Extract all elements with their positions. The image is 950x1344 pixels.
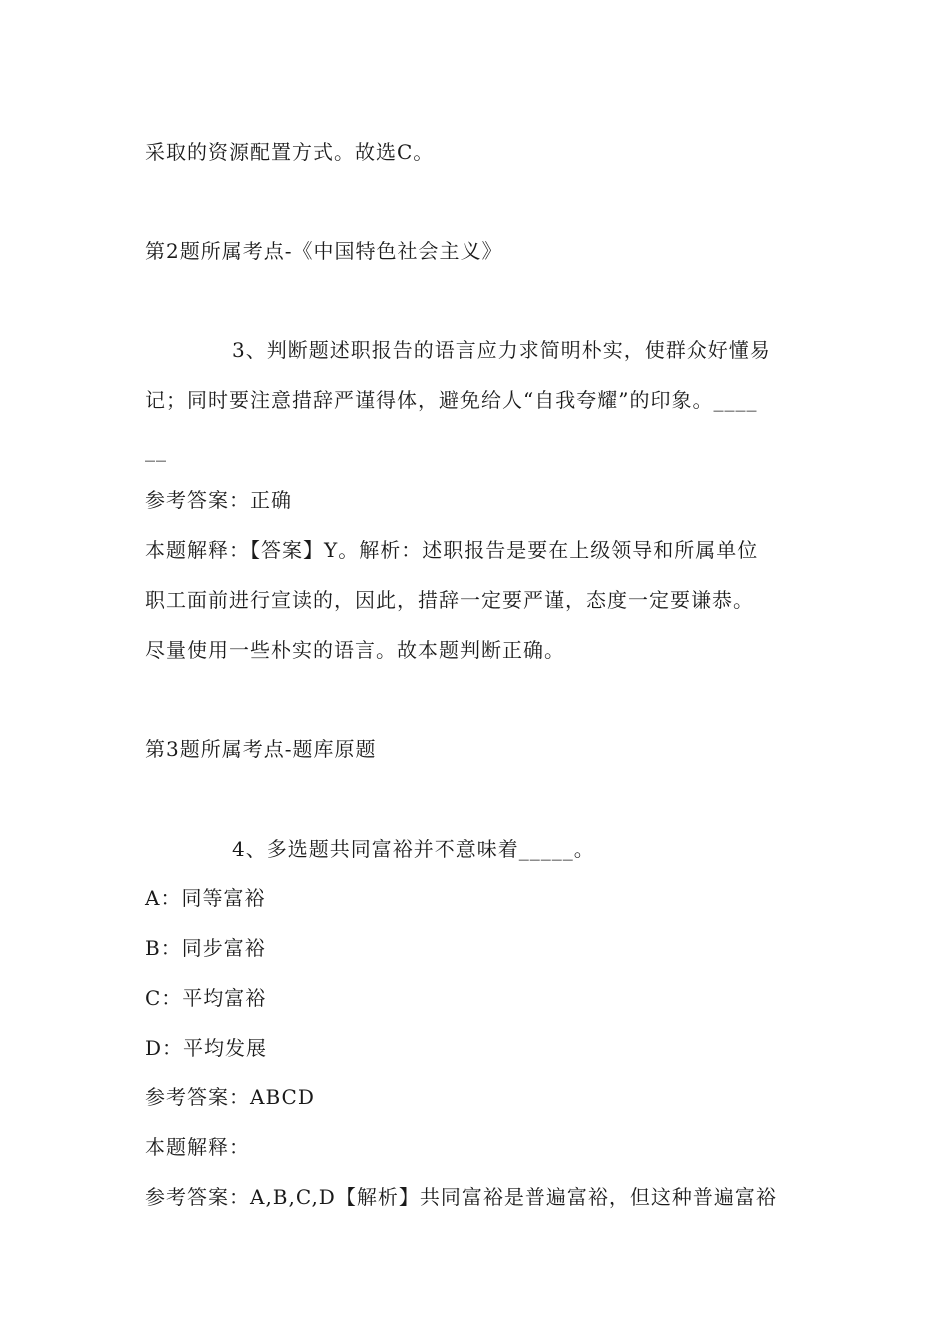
question-4-option-c: C：平均富裕 — [145, 986, 267, 1010]
question-3-explanation-end: 尽量使用一些朴实的语言。故本题判断正确。 — [145, 638, 565, 662]
question-4-stem: 4、多选题共同富裕并不意味着_____。 — [232, 837, 595, 861]
question-4-explanation: 参考答案：A,B,C,D【解析】共同富裕是普遍富裕，但这种普遍富裕 — [145, 1185, 777, 1209]
question-4-option-a: A：同等富裕 — [145, 886, 266, 910]
question-3-explanation: 本题解释：【答案】Y。解析：述职报告是要在上级领导和所属单位 — [145, 538, 759, 562]
question-4-explanation-label: 本题解释： — [145, 1135, 250, 1159]
question-2-topic: 第2题所属考点-《中国特色社会主义》 — [145, 239, 503, 263]
question-3-stem-cont: 记；同时要注意措辞严谨得体，避免给人“自我夸耀”的印象。____ — [145, 388, 758, 412]
question-3-blank: __ — [145, 438, 167, 462]
question-3-topic: 第3题所属考点-题库原题 — [145, 737, 377, 761]
question-4-answer: 参考答案：ABCD — [145, 1085, 315, 1109]
question-3-stem: 3、判断题述职报告的语言应力求简明朴实，使群众好懂易 — [232, 338, 771, 362]
question-3-explanation-cont: 职工面前进行宣读的，因此，措辞一定要严谨，态度一定要谦恭。 — [145, 588, 754, 612]
question-4-option-b: B：同步富裕 — [145, 936, 266, 960]
question-3-answer: 参考答案：正确 — [145, 488, 292, 512]
question-4-option-d: D：平均发展 — [145, 1036, 268, 1060]
text-line-answer-explanation-end: 采取的资源配置方式。故选C。 — [145, 140, 435, 164]
